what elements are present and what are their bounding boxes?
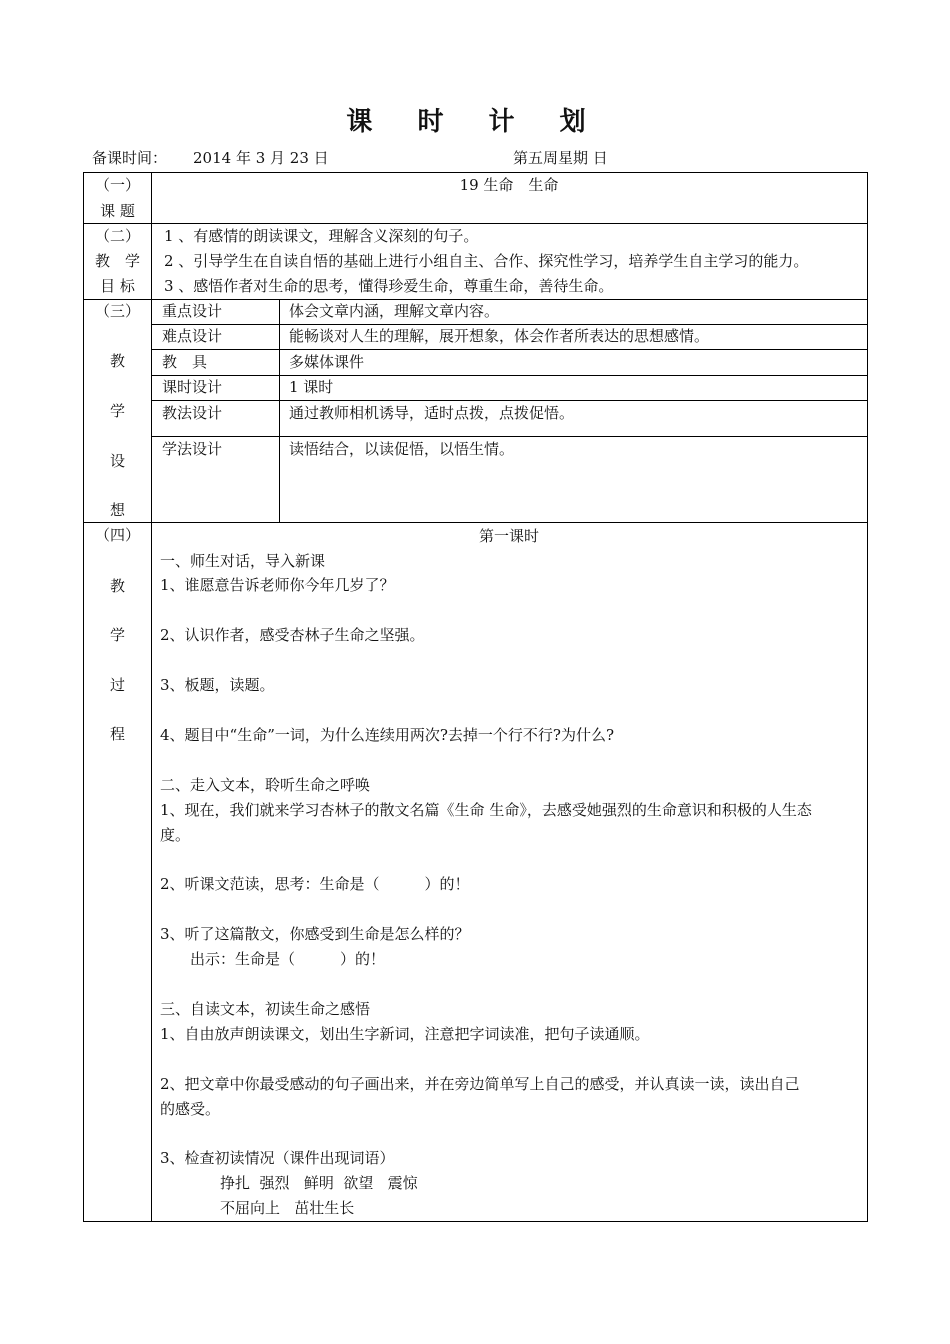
design-label: 重点设计 [162,302,223,320]
col-divider [279,299,280,522]
vocab-line: 不屈向上 茁壮生长 [220,1199,355,1217]
sec3-number: （三） [94,302,140,320]
process-line: 一、师生对话，导入新课 [160,552,326,570]
process-line: 1、现在，我们就来学习杏林子的散文名篇《生命 生命》，去感受她强烈的生命意识和积极的人生态 [160,801,812,819]
lesson-plan-table [83,172,868,1222]
process-line: 3、听了这篇散文，你感受到生命是怎么样的？ [160,925,470,943]
sec3-label-char: 想 [109,501,125,519]
goal-item: 1 、有感情的朗读课文，理解含义深刻的句子。 [164,227,479,245]
sec4-number: （四） [94,526,140,544]
sec1-number: （一） [94,176,140,194]
process-line: 1、自由放声朗读课文，划出生字新词，注意把字词读准，把句子读通顺。 [160,1025,650,1043]
lesson-period-heading: 第一课时 [478,527,539,545]
design-label: 教法设计 [162,404,223,422]
row-divider [84,223,867,224]
col-divider [151,173,152,1221]
design-value: 能畅谈对人生的理解，展开想象，体会作者所表达的思想感情。 [289,327,710,345]
prep-date-label: 备课时间： [92,149,168,167]
design-label: 学法设计 [162,440,223,458]
row-divider [84,522,867,523]
process-line: 2、认识作者，感受杏林子生命之坚强。 [160,626,425,644]
sec3-label-char: 学 [109,402,125,420]
sec4-label-char: 过 [109,676,125,694]
design-value: 读悟结合，以读促悟，以悟生情。 [289,440,515,458]
row-divider [151,436,867,437]
goal-item: 2 、引导学生在自读自悟的基础上进行小组自主、合作、探究性学习，培养学生自主学习的能力。 [164,252,809,270]
vocab-line: 挣扎 强烈 鲜明 欲望 震惊 [220,1174,418,1192]
sec2-number: （二） [94,227,140,245]
week-day: 第五周星期 日 [513,149,608,167]
process-line: 2、听课文范读，思考：生命是（ ）的！ [160,875,470,893]
sec3-label-char: 设 [109,452,125,470]
page-title: 课 时 计 划 [346,107,604,137]
sec2-label: 教 学 [94,252,140,270]
design-value: 体会文章内涵，理解文章内容。 [289,302,500,320]
row-divider [151,375,867,376]
row-divider [84,299,867,300]
design-value: 多媒体课件 [289,353,365,371]
process-line: 二、走入文本，聆听生命之呼唤 [160,776,371,794]
design-value: 通过教师相机诱导，适时点拨，点拨促悟。 [289,404,575,422]
sec2-label: 目 标 [100,277,135,295]
prep-date [92,148,329,168]
design-label: 难点设计 [162,327,223,345]
row-divider [151,324,867,325]
design-value: 1 课时 [289,378,334,396]
lesson-topic: 19 生命 生命 [459,176,559,194]
row-divider [151,349,867,350]
row-divider [151,400,867,401]
design-label: 课时设计 [162,378,223,396]
process-line: 出示：生命是（ ）的！ [190,950,386,968]
sec4-label-char: 学 [109,626,125,644]
sec4-label-char: 程 [109,725,125,743]
process-line: 1、谁愿意告诉老师你今年几岁了？ [160,576,395,594]
process-line: 4、题目中“生命”一词，为什么连续用两次?去掉一个行不行?为什么? [160,726,615,744]
process-line: 3、板题，读题。 [160,676,275,694]
process-line: 3、检查初读情况（课件出现词语） [160,1149,395,1167]
goal-item: 3 、感悟作者对生命的思考，懂得珍爱生命，尊重生命，善待生命。 [164,277,614,295]
process-line: 的感受。 [160,1100,221,1118]
process-line: 2、把文章中你最受感动的句子画出来，并在旁边简单写上自己的感受，并认真读一读，读出自己 [160,1075,800,1093]
sec3-label-char: 教 [109,352,125,370]
sec4-label-char: 教 [109,577,125,595]
process-line: 三、自读文本，初读生命之感悟 [160,1000,371,1018]
sec1-label: 课 题 [100,202,135,220]
prep-date-value: 2014 年 3 月 23 日 [193,149,329,167]
process-line: 度。 [160,826,191,844]
design-label: 教 具 [162,353,208,371]
